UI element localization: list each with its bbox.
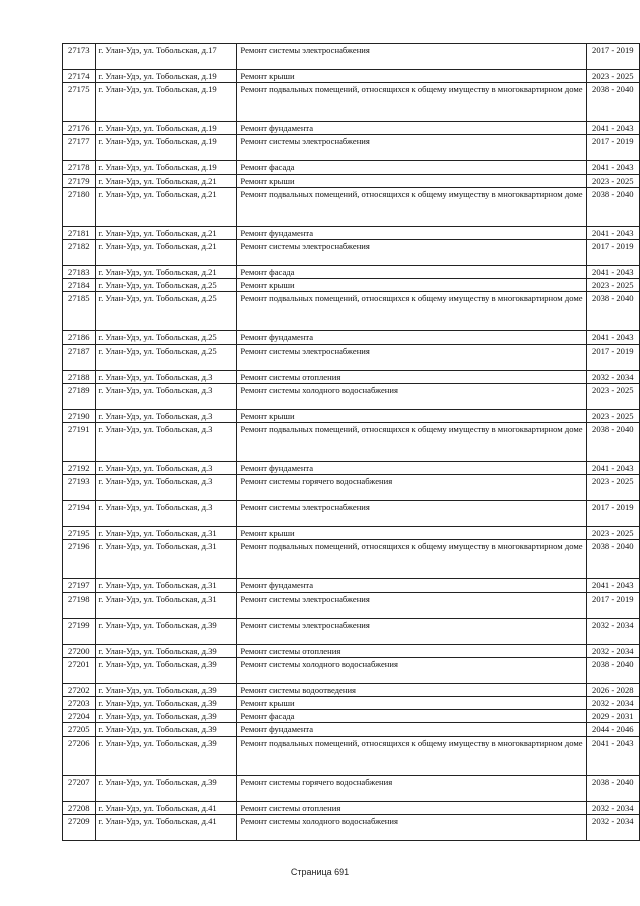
address-cell: г. Улан-Удэ, ул. Тобольская, д.39: [95, 644, 237, 657]
table-row: [63, 331, 640, 344]
row-number: 27192: [63, 462, 96, 475]
table-row: [63, 344, 640, 370]
period-cell: 2038 - 2040: [586, 775, 639, 801]
address-cell: г. Улан-Удэ, ул. Тобольская, д.17: [95, 44, 237, 70]
table-row: [63, 540, 640, 579]
table-row: [63, 579, 640, 592]
work-type-cell: Ремонт фундамента: [237, 462, 586, 475]
row-number: 27173: [63, 44, 96, 70]
address-cell: г. Улан-Удэ, ул. Тобольская, д.39: [95, 710, 237, 723]
row-number: 27177: [63, 135, 96, 161]
work-type-cell: Ремонт системы холодного водоснабжения: [237, 814, 586, 840]
address-cell: г. Улан-Удэ, ул. Тобольская, д.39: [95, 683, 237, 696]
table-row: [63, 279, 640, 292]
row-number: 27183: [63, 266, 96, 279]
table-row: [63, 697, 640, 710]
period-cell: 2038 - 2040: [586, 423, 639, 462]
row-number: 27202: [63, 683, 96, 696]
period-cell: 2017 - 2019: [586, 240, 639, 266]
work-type-cell: Ремонт фундамента: [237, 122, 586, 135]
table-row: [63, 423, 640, 462]
row-number: 27188: [63, 370, 96, 383]
period-cell: 2029 - 2031: [586, 710, 639, 723]
period-cell: 2017 - 2019: [586, 135, 639, 161]
row-number: 27180: [63, 187, 96, 226]
table-row: [63, 475, 640, 501]
work-type-cell: Ремонт крыши: [237, 70, 586, 83]
table-row: [63, 618, 640, 644]
period-cell: 2041 - 2043: [586, 462, 639, 475]
table-row: [63, 266, 640, 279]
address-cell: г. Улан-Удэ, ул. Тобольская, д.39: [95, 723, 237, 736]
row-number: 27174: [63, 70, 96, 83]
row-number: 27190: [63, 409, 96, 422]
work-type-cell: Ремонт системы электроснабжения: [237, 618, 586, 644]
table-row: [63, 644, 640, 657]
work-type-cell: Ремонт системы электроснабжения: [237, 44, 586, 70]
row-number: 27189: [63, 383, 96, 409]
period-cell: 2017 - 2019: [586, 344, 639, 370]
address-cell: г. Улан-Удэ, ул. Тобольская, д.21: [95, 240, 237, 266]
address-cell: г. Улан-Удэ, ул. Тобольская, д.3: [95, 383, 237, 409]
address-cell: г. Улан-Удэ, ул. Тобольская, д.3: [95, 370, 237, 383]
work-type-cell: Ремонт системы отопления: [237, 370, 586, 383]
row-number: 27196: [63, 540, 96, 579]
address-cell: г. Улан-Удэ, ул. Тобольская, д.39: [95, 657, 237, 683]
address-cell: г. Улан-Удэ, ул. Тобольская, д.25: [95, 279, 237, 292]
work-type-cell: Ремонт подвальных помещений, относящихся к общему имуществу в многоквартирном доме: [237, 540, 586, 579]
work-type-cell: Ремонт подвальных помещений, относящихся к общему имуществу в многоквартирном доме: [237, 292, 586, 331]
period-cell: 2038 - 2040: [586, 187, 639, 226]
period-cell: 2041 - 2043: [586, 266, 639, 279]
address-cell: г. Улан-Удэ, ул. Тобольская, д.21: [95, 266, 237, 279]
row-number: 27198: [63, 592, 96, 618]
table-row: [63, 775, 640, 801]
row-number: 27201: [63, 657, 96, 683]
period-cell: 2038 - 2040: [586, 540, 639, 579]
address-cell: г. Улан-Удэ, ул. Тобольская, д.25: [95, 292, 237, 331]
row-number: 27205: [63, 723, 96, 736]
work-type-cell: Ремонт подвальных помещений, относящихся к общему имуществу в многоквартирном доме: [237, 736, 586, 775]
table-row: [63, 292, 640, 331]
period-cell: 2032 - 2034: [586, 618, 639, 644]
table-row: [63, 409, 640, 422]
table-row: [63, 657, 640, 683]
row-number: 27191: [63, 423, 96, 462]
address-cell: г. Улан-Удэ, ул. Тобольская, д.19: [95, 83, 237, 122]
table-row: [63, 723, 640, 736]
table-row: [63, 240, 640, 266]
row-number: 27193: [63, 475, 96, 501]
period-cell: 2041 - 2043: [586, 579, 639, 592]
work-type-cell: Ремонт системы холодного водоснабжения: [237, 383, 586, 409]
row-number: 27194: [63, 501, 96, 527]
page-number: Страница 691: [290, 867, 350, 877]
table-row: [63, 70, 640, 83]
table-row: [63, 462, 640, 475]
period-cell: 2023 - 2025: [586, 527, 639, 540]
address-cell: г. Улан-Удэ, ул. Тобольская, д.3: [95, 501, 237, 527]
address-cell: г. Улан-Удэ, ул. Тобольская, д.19: [95, 122, 237, 135]
period-cell: 2032 - 2034: [586, 697, 639, 710]
row-number: 27185: [63, 292, 96, 331]
table-row: [63, 83, 640, 122]
address-cell: г. Улан-Удэ, ул. Тобольская, д.21: [95, 187, 237, 226]
work-type-cell: Ремонт системы горячего водоснабжения: [237, 475, 586, 501]
period-cell: 2032 - 2034: [586, 814, 639, 840]
row-number: 27207: [63, 775, 96, 801]
work-type-cell: Ремонт фундамента: [237, 226, 586, 239]
period-cell: 2041 - 2043: [586, 122, 639, 135]
period-cell: 2044 - 2046: [586, 723, 639, 736]
work-type-cell: Ремонт системы отопления: [237, 801, 586, 814]
address-cell: г. Улан-Удэ, ул. Тобольская, д.3: [95, 475, 237, 501]
table-row: [63, 736, 640, 775]
period-cell: 2023 - 2025: [586, 70, 639, 83]
period-cell: 2041 - 2043: [586, 226, 639, 239]
table-row: [63, 683, 640, 696]
row-number: 27195: [63, 527, 96, 540]
period-cell: 2032 - 2034: [586, 644, 639, 657]
row-number: 27182: [63, 240, 96, 266]
row-number: 27204: [63, 710, 96, 723]
table-body: [63, 44, 640, 841]
work-type-cell: Ремонт системы холодного водоснабжения: [237, 657, 586, 683]
address-cell: г. Улан-Удэ, ул. Тобольская, д.19: [95, 70, 237, 83]
address-cell: г. Улан-Удэ, ул. Тобольская, д.31: [95, 527, 237, 540]
period-cell: 2038 - 2040: [586, 292, 639, 331]
period-cell: 2023 - 2025: [586, 475, 639, 501]
address-cell: г. Улан-Удэ, ул. Тобольская, д.31: [95, 592, 237, 618]
work-type-cell: Ремонт крыши: [237, 279, 586, 292]
table-row: [63, 161, 640, 174]
table-row: [63, 710, 640, 723]
work-type-cell: Ремонт системы отопления: [237, 644, 586, 657]
address-cell: г. Улан-Удэ, ул. Тобольская, д.39: [95, 618, 237, 644]
address-cell: г. Улан-Удэ, ул. Тобольская, д.19: [95, 161, 237, 174]
address-cell: г. Улан-Удэ, ул. Тобольская, д.39: [95, 736, 237, 775]
work-type-cell: Ремонт системы электроснабжения: [237, 240, 586, 266]
row-number: 27175: [63, 83, 96, 122]
work-type-cell: Ремонт подвальных помещений, относящихся к общему имуществу в многоквартирном доме: [237, 83, 586, 122]
period-cell: 2038 - 2040: [586, 657, 639, 683]
row-number: 27197: [63, 579, 96, 592]
address-cell: г. Улан-Удэ, ул. Тобольская, д.19: [95, 135, 237, 161]
table-row: [63, 814, 640, 840]
row-number: 27199: [63, 618, 96, 644]
period-cell: 2032 - 2034: [586, 801, 639, 814]
work-type-cell: Ремонт фундамента: [237, 579, 586, 592]
work-type-cell: Ремонт фасада: [237, 266, 586, 279]
period-cell: 2017 - 2019: [586, 592, 639, 618]
work-type-cell: Ремонт системы горячего водоснабжения: [237, 775, 586, 801]
address-cell: г. Улан-Удэ, ул. Тобольская, д.21: [95, 226, 237, 239]
work-type-cell: Ремонт системы электроснабжения: [237, 135, 586, 161]
period-cell: 2038 - 2040: [586, 83, 639, 122]
address-cell: г. Улан-Удэ, ул. Тобольская, д.3: [95, 423, 237, 462]
row-number: 27203: [63, 697, 96, 710]
table-row: [63, 370, 640, 383]
work-type-cell: Ремонт фасада: [237, 161, 586, 174]
address-cell: г. Улан-Удэ, ул. Тобольская, д.31: [95, 540, 237, 579]
work-type-cell: Ремонт подвальных помещений, относящихся к общему имуществу в многоквартирном доме: [237, 423, 586, 462]
row-number: 27181: [63, 226, 96, 239]
address-cell: г. Улан-Удэ, ул. Тобольская, д.31: [95, 579, 237, 592]
period-cell: 2041 - 2043: [586, 331, 639, 344]
work-type-cell: Ремонт системы электроснабжения: [237, 501, 586, 527]
address-cell: г. Улан-Удэ, ул. Тобольская, д.25: [95, 344, 237, 370]
address-cell: г. Улан-Удэ, ул. Тобольская, д.3: [95, 409, 237, 422]
period-cell: 2017 - 2019: [586, 501, 639, 527]
work-type-cell: Ремонт системы электроснабжения: [237, 592, 586, 618]
repair-schedule-table: [62, 43, 640, 841]
work-type-cell: Ремонт фундамента: [237, 331, 586, 344]
table-row: [63, 44, 640, 70]
row-number: 27184: [63, 279, 96, 292]
row-number: 27179: [63, 174, 96, 187]
table-row: [63, 187, 640, 226]
row-number: 27176: [63, 122, 96, 135]
address-cell: г. Улан-Удэ, ул. Тобольская, д.41: [95, 801, 237, 814]
period-cell: 2023 - 2025: [586, 383, 639, 409]
work-type-cell: Ремонт фасада: [237, 710, 586, 723]
row-number: 27178: [63, 161, 96, 174]
table-row: [63, 122, 640, 135]
table-row: [63, 801, 640, 814]
period-cell: 2017 - 2019: [586, 44, 639, 70]
period-cell: 2023 - 2025: [586, 174, 639, 187]
table-row: [63, 226, 640, 239]
work-type-cell: Ремонт крыши: [237, 527, 586, 540]
row-number: 27206: [63, 736, 96, 775]
period-cell: 2023 - 2025: [586, 409, 639, 422]
table-row: [63, 501, 640, 527]
address-cell: г. Улан-Удэ, ул. Тобольская, д.41: [95, 814, 237, 840]
table-row: [63, 592, 640, 618]
work-type-cell: Ремонт крыши: [237, 697, 586, 710]
table-row: [63, 383, 640, 409]
table-row: [63, 527, 640, 540]
work-type-cell: Ремонт системы электроснабжения: [237, 344, 586, 370]
row-number: 27208: [63, 801, 96, 814]
period-cell: 2041 - 2043: [586, 161, 639, 174]
address-cell: г. Улан-Удэ, ул. Тобольская, д.39: [95, 775, 237, 801]
period-cell: 2026 - 2028: [586, 683, 639, 696]
period-cell: 2041 - 2043: [586, 736, 639, 775]
period-cell: 2032 - 2034: [586, 370, 639, 383]
work-type-cell: Ремонт крыши: [237, 174, 586, 187]
row-number: 27209: [63, 814, 96, 840]
work-type-cell: Ремонт крыши: [237, 409, 586, 422]
address-cell: г. Улан-Удэ, ул. Тобольская, д.21: [95, 174, 237, 187]
row-number: 27187: [63, 344, 96, 370]
address-cell: г. Улан-Удэ, ул. Тобольская, д.39: [95, 697, 237, 710]
work-type-cell: Ремонт подвальных помещений, относящихся к общему имуществу в многоквартирном доме: [237, 187, 586, 226]
work-type-cell: Ремонт фундамента: [237, 723, 586, 736]
address-cell: г. Улан-Удэ, ул. Тобольская, д.25: [95, 331, 237, 344]
table-row: [63, 135, 640, 161]
period-cell: 2023 - 2025: [586, 279, 639, 292]
address-cell: г. Улан-Удэ, ул. Тобольская, д.3: [95, 462, 237, 475]
row-number: 27186: [63, 331, 96, 344]
table-row: [63, 174, 640, 187]
row-number: 27200: [63, 644, 96, 657]
work-type-cell: Ремонт системы водоотведения: [237, 683, 586, 696]
